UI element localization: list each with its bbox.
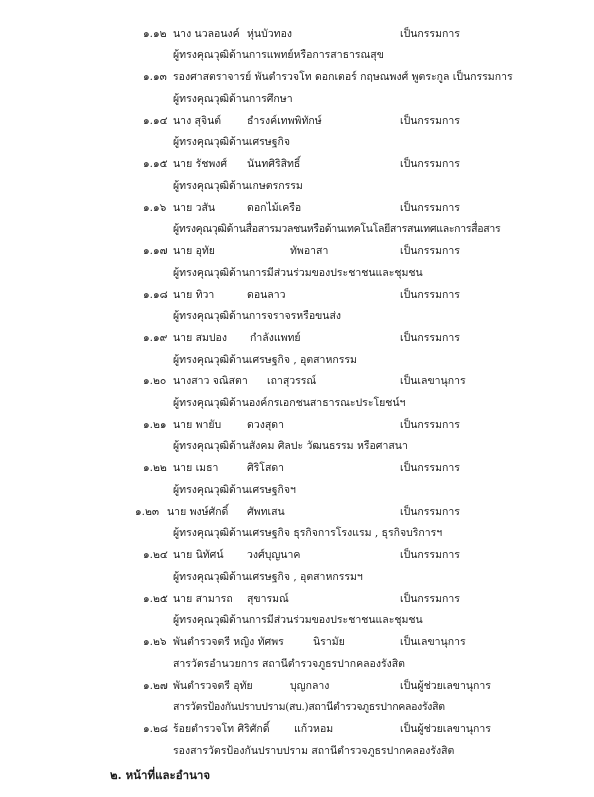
member-position: เป็นกรรมการ bbox=[400, 332, 460, 344]
member-expertise: ผู้ทรงคุณวุฒิด้านเศรษฐกิจฯ bbox=[173, 484, 296, 496]
member-name: นาย วสัน bbox=[173, 202, 216, 214]
member-position: เป็นกรรมการ bbox=[400, 245, 460, 257]
member-expertise: ผู้ทรงคุณวุฒิด้านเศรษฐกิจ , อุตสาหกรรมฯ bbox=[173, 571, 363, 583]
member-surname: ดวงสุดา bbox=[247, 419, 284, 431]
member-name: นาย สมปอง bbox=[173, 332, 227, 344]
member-name: นาย พายับ bbox=[173, 419, 222, 431]
member-position: เป็นกรรมการ bbox=[400, 593, 460, 605]
member-name: นาย ทิวา bbox=[173, 289, 215, 301]
member-expertise: ผู้ทรงคุณวุฒิด้านเศรษฐกิจ bbox=[173, 136, 290, 148]
member-number: ๑.๒๒ bbox=[143, 462, 167, 474]
member-number: ๑.๑๘ bbox=[143, 289, 168, 301]
member-expertise: ผู้ทรงคุณวุฒิด้านเศรษฐกิจ ธุรกิจการโรงแรม , ธุรกิจบริการฯ bbox=[173, 527, 443, 539]
member-name: นาย เมธา bbox=[173, 462, 219, 474]
member-surname: เถาสุวรรณ์ bbox=[267, 375, 317, 387]
member-expertise: ผู้ทรงคุณวุฒิด้านการมีส่วนร่วมของประชาชนและชุมชน bbox=[173, 267, 423, 279]
member-number: ๑.๑๓ bbox=[143, 71, 167, 83]
member-full-line: รองศาสตราจารย์ พันตำรวจโท ดอกเตอร์ กฤษณพงศ์ พูตระกูล เป็นกรรมการ bbox=[173, 71, 513, 83]
member-number: ๑.๒๔ bbox=[143, 549, 168, 561]
member-expertise: ผู้ทรงคุณวุฒิด้านสังคม ศิลปะ วัฒนธรรม หรือศาสนา bbox=[173, 440, 408, 452]
member-surname: ธำรงค์เทพพิทักษ์ bbox=[247, 115, 322, 127]
member-expertise: สารวัตรป้องกันปราบปราม(สบ.)สถานีตำรวจภูธรปากคลองรังสิต bbox=[173, 701, 445, 713]
member-number: ๑.๒๑ bbox=[143, 419, 167, 431]
member-number: ๑.๑๙ bbox=[143, 332, 168, 344]
member-expertise: ผู้ทรงคุณวุฒิด้านเกษตรกรรม bbox=[173, 180, 303, 192]
member-surname: ทัพอาสา bbox=[290, 245, 329, 257]
member-name: ร้อยตำรวจโท ศิริศักดิ์ bbox=[173, 723, 270, 735]
member-expertise: ผู้ทรงคุณวุฒิด้านการศึกษา bbox=[173, 93, 293, 105]
member-surname: หุ่นบัวทอง bbox=[247, 28, 293, 40]
member-expertise: ผู้ทรงคุณวุฒิด้านการมีส่วนร่วมของประชาชนและชุมชน bbox=[173, 614, 423, 626]
member-name: นาง สุจินต์ bbox=[173, 115, 222, 127]
member-position: เป็นกรรมการ bbox=[400, 158, 460, 170]
member-number: ๑.๒๕ bbox=[143, 593, 168, 605]
member-surname: ศิริโสดา bbox=[247, 462, 285, 474]
member-surname: นันทศิริสิทธิ์ bbox=[247, 158, 301, 170]
member-position: เป็นกรรมการ bbox=[400, 202, 460, 214]
member-expertise: ผู้ทรงคุณวุฒิด้านสื่อสารมวลชนหรือด้านเทคโนโลยีสารสนเทศและการสื่อสาร bbox=[173, 223, 501, 235]
member-expertise: รองสารวัตรป้องกันปราบปราม สถานีตำรวจภูธรปากคลองรังสิต bbox=[173, 745, 455, 757]
member-position: เป็นกรรมการ bbox=[400, 289, 460, 301]
member-number: ๑.๒๐ bbox=[143, 375, 167, 387]
member-surname: วงศ์บุญนาค bbox=[247, 549, 301, 561]
section-heading: ๒. หน้าที่และอำนาจ bbox=[110, 768, 211, 782]
member-expertise: ผู้ทรงคุณวุฒิด้านการแพทย์หรือการสาธารณสุข bbox=[173, 49, 384, 61]
member-surname: ศัพทเสน bbox=[247, 506, 285, 518]
member-number: ๑.๑๒ bbox=[143, 28, 167, 40]
member-position: เป็นเลขานุการ bbox=[400, 636, 466, 648]
member-name: นาย รัชพงศ์ bbox=[173, 158, 228, 170]
member-name: พันตำรวจตรี หญิง ทัศพร bbox=[173, 636, 284, 648]
member-position: เป็นเลขานุการ bbox=[400, 375, 466, 387]
member-name: นาย สามารถ bbox=[173, 593, 233, 605]
member-number: ๑.๑๔ bbox=[143, 115, 168, 127]
member-name: นาย อุทัย bbox=[173, 245, 215, 257]
member-surname: นิรามัย bbox=[313, 636, 345, 648]
member-expertise: ผู้ทรงคุณวุฒิด้านเศรษฐกิจ , อุตสาหกรรม bbox=[173, 354, 357, 366]
member-position: เป็นผู้ช่วยเลขานุการ bbox=[400, 680, 491, 692]
member-surname: สุขารมณ์ bbox=[247, 593, 289, 605]
member-surname: กำลังแพทย์ bbox=[250, 332, 301, 344]
member-number: ๑.๒๖ bbox=[143, 636, 167, 648]
member-number: ๑.๑๖ bbox=[143, 202, 167, 214]
member-surname: แก้วหอม bbox=[294, 723, 334, 735]
member-name: นาย นิทัศน์ bbox=[173, 549, 224, 561]
member-name: นาง นวลอนงค์ bbox=[173, 28, 240, 40]
member-number: ๑.๒๓ bbox=[135, 506, 160, 518]
member-expertise: ผู้ทรงคุณวุฒิด้านการจราจรหรือขนส่ง bbox=[173, 310, 342, 322]
member-number: ๑.๒๗ bbox=[143, 680, 168, 692]
member-surname: บุญกลาง bbox=[290, 680, 330, 692]
member-expertise: สารวัตรอำนวยการ สถานีตำรวจภูธรปากคลองรังสิต bbox=[173, 658, 405, 670]
member-number: ๑.๑๗ bbox=[143, 245, 168, 257]
member-name: นาย พงษ์ศักดิ์ bbox=[167, 506, 229, 518]
member-number: ๑.๒๘ bbox=[143, 723, 169, 735]
member-position: เป็นกรรมการ bbox=[400, 115, 460, 127]
member-expertise: ผู้ทรงคุณวุฒิด้านองค์กรเอกชนสาธารณะประโยชน์ฯ bbox=[173, 397, 406, 409]
member-position: เป็นกรรมการ bbox=[400, 28, 460, 40]
member-number: ๑.๑๕ bbox=[143, 158, 168, 170]
member-position: เป็นกรรมการ bbox=[400, 549, 460, 561]
member-name: นางสาว จณิสตา bbox=[173, 375, 248, 387]
member-position: เป็นกรรมการ bbox=[400, 506, 460, 518]
member-position: เป็นผู้ช่วยเลขานุการ bbox=[400, 723, 491, 735]
member-surname: ดอนลาว bbox=[247, 289, 286, 301]
member-surname: ดอกไม้เครือ bbox=[247, 202, 302, 214]
member-position: เป็นกรรมการ bbox=[400, 462, 460, 474]
member-name: พันตำรวจตรี อุทัย bbox=[173, 680, 253, 692]
member-position: เป็นกรรมการ bbox=[400, 419, 460, 431]
